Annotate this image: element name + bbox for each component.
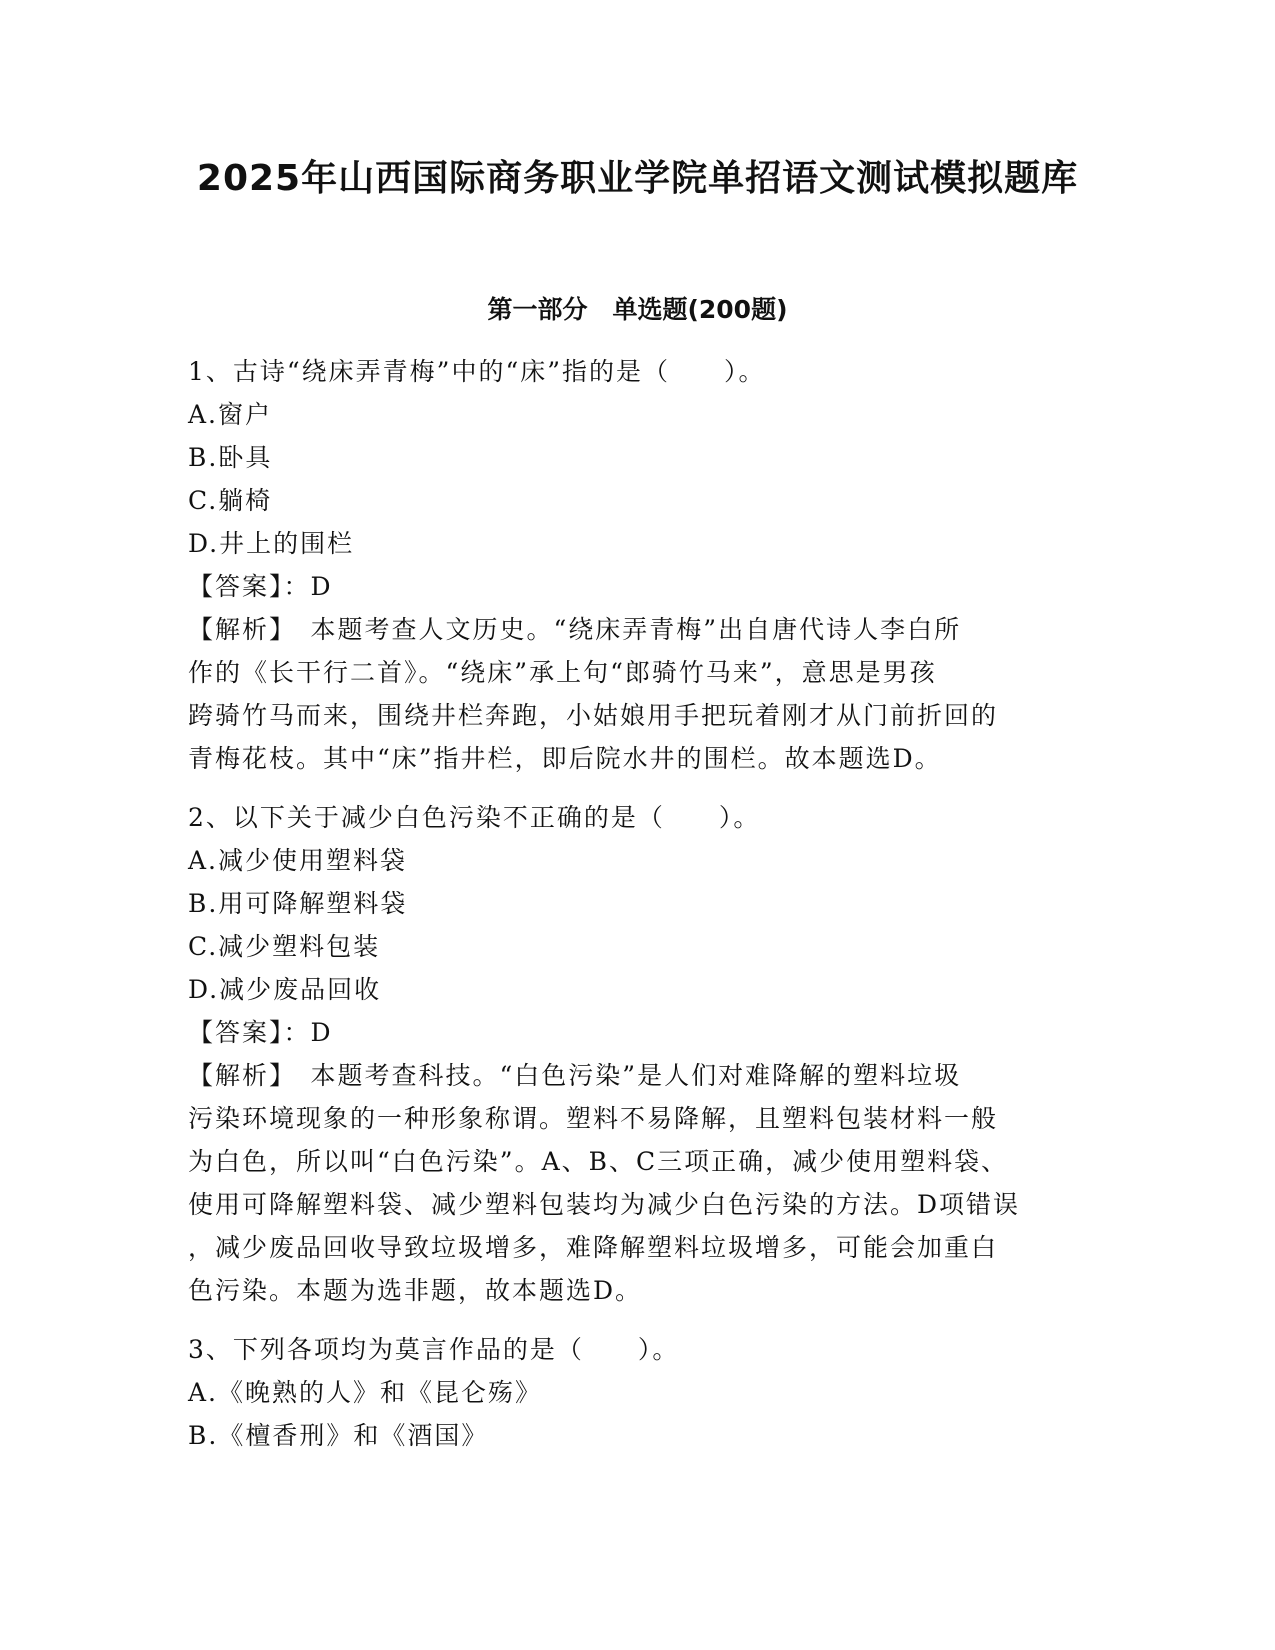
question-1 bbox=[188, 350, 1088, 780]
option-b: B.卧具 bbox=[188, 443, 273, 472]
option-d: D.减少废品回收 bbox=[188, 975, 382, 1004]
analysis-line: ，减少废品回收导致垃圾增多，难降解塑料垃圾增多，可能会加重白 bbox=[188, 1233, 999, 1262]
question-2 bbox=[188, 796, 1088, 1312]
answer-line: 【答案】：D bbox=[188, 1018, 333, 1047]
analysis-line: 【解析】 本题考查人文历史。“绕床弄青梅”出自唐代诗人李白所 bbox=[188, 615, 962, 644]
option-a: A.窗户 bbox=[188, 400, 273, 429]
analysis-line: 青梅花枝。其中“床”指井栏，即后院水井的围栏。故本题选D。 bbox=[188, 744, 942, 773]
analysis-line: 色污染。本题为选非题，故本题选D。 bbox=[188, 1276, 643, 1305]
question-stem: 1、古诗“绕床弄青梅”中的“床”指的是（ ）。 bbox=[188, 357, 766, 386]
option-b: B.用可降解塑料袋 bbox=[188, 889, 408, 918]
option-a: A.《晚熟的人》和《昆仑殇》 bbox=[188, 1378, 543, 1407]
option-d: D.井上的围栏 bbox=[188, 529, 355, 558]
option-b: B.《檀香刑》和《酒国》 bbox=[188, 1421, 489, 1450]
document-title: 2025年山西国际商务职业学院单招语文测试模拟题库 bbox=[196, 158, 1079, 199]
question-stem: 3、下列各项均为莫言作品的是（ ）。 bbox=[188, 1335, 680, 1364]
section-heading: 第一部分 单选题(200题) bbox=[487, 295, 788, 324]
analysis-line: 跨骑竹马而来，围绕井栏奔跑，小姑娘用手把玩着刚才从门前折回的 bbox=[188, 701, 999, 730]
question-stem: 2、以下关于减少白色污染不正确的是（ ）。 bbox=[188, 803, 761, 832]
analysis-line: 为白色，所以叫“白色污染”。A、B、C三项正确，减少使用塑料袋、 bbox=[188, 1147, 1009, 1176]
analysis-line: 【解析】 本题考查科技。“白色污染”是人们对难降解的塑料垃圾 bbox=[188, 1061, 962, 1090]
analysis-line: 作的《长干行二首》。“绕床”承上句“郎骑竹马来”，意思是男孩 bbox=[188, 658, 937, 687]
option-c: C.躺椅 bbox=[188, 486, 273, 515]
question-list bbox=[188, 350, 1088, 1457]
analysis-line: 使用可降解塑料袋、减少塑料包装均为减少白色污染的方法。D项错误 bbox=[188, 1190, 1021, 1219]
analysis-line: 污染环境现象的一种形象称谓。塑料不易降解，且塑料包装材料一般 bbox=[188, 1104, 999, 1133]
option-c: C.减少塑料包装 bbox=[188, 932, 381, 961]
question-3 bbox=[188, 1328, 1088, 1457]
answer-line: 【答案】：D bbox=[188, 572, 333, 601]
option-a: A.减少使用塑料袋 bbox=[188, 846, 408, 875]
